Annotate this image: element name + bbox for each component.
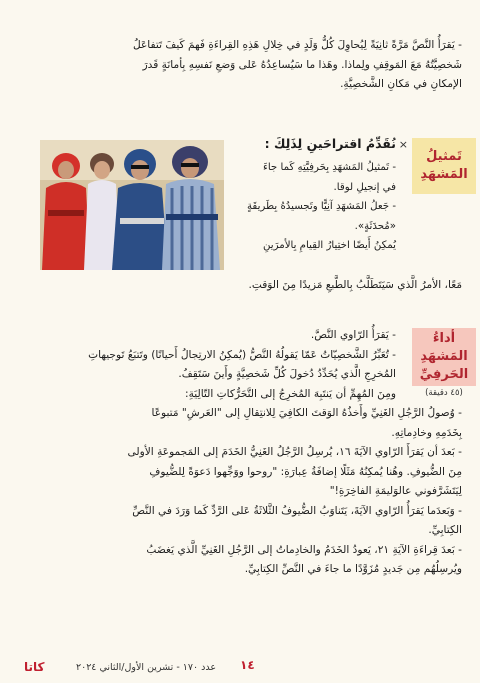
side-label-performance	[412, 328, 476, 386]
acting-list	[216, 158, 396, 256]
intro-line: الإمكانِ في مَكانِ الشَّخصِيَّةِ.	[340, 78, 462, 90]
intro-line: - يَقرَأُ النَّصَّ مَرَّةً ثانِيَةً لِيُحاوِلَ كُلُّ وَلَدٍ في خِلالِ هَذِهِ القِراءَةِ فَهمَ كَيفَ تَتفاعَلُ	[132, 39, 462, 51]
list-item: - جَعلُ المَشهَدِ آنِيًّا وتَجسيدُهُ بِطَريقَةٍ	[246, 201, 396, 212]
body-line: ومِنَ المُهِمِّ أن يَنتَبِهَ المُخرِجُ إلى التَّحَرُّكاتِ التّالِيَةِ:	[185, 387, 396, 400]
page-footer	[0, 655, 480, 683]
section-heading: نُقَدِّمُ اقتراحَينِ لِذَلِكَ :	[264, 136, 396, 151]
body-line: بِخَدَمِهِ وخادِماتِهِ.	[391, 426, 462, 439]
body-line: مِنَ الضُّيوفِ. وهُنا يُمكِنُهُ مَثَلًا إضافَةُ عِبارَةِ: "روحوا ووَجِّهوا دَعوَةً لِلضُّيوفِ	[149, 465, 462, 478]
list-item: في إنجيلِ لوقا.	[333, 181, 396, 193]
brand-logo: كاتا	[24, 660, 45, 674]
children-costume-photo	[40, 140, 224, 270]
body-line: - بَعدَ أن يَقرَأَ الرّاوي الآيَةَ ١٦، يُرسِلُ الرَّجُلُ الغَنِيُّ الخَدَمَ إلى المَجموعَةِ الأولى	[127, 446, 462, 458]
photo-illustration	[40, 140, 224, 270]
performance-body	[16, 326, 396, 404]
intro-paragraph	[22, 36, 462, 95]
side-label-text: تَمثيلُ المَشهَدِ	[420, 149, 468, 182]
body-line: - وُصولُ الرَّجُلِ الغَنِيِّ وأَخذُهُ الوَقتَ الكافِيَ لِلانتِقالِ إلى "العَرشِ" مَتبوعًا	[151, 407, 462, 419]
performance-body-wide	[16, 404, 462, 580]
note-line: مَعًا، الأمرُ الَّذي سَيَتَطَلَّبُ بِالطَّبعِ مَزيدًا مِنَ الوَقتِ.	[248, 279, 462, 291]
side-label-text: أداءُ المَشهَدِ الحَرفِيِّ	[419, 331, 469, 382]
body-line: ويُرسِلُهُم مِن جَديدٍ مُزَوَّدًا ما جاءَ في النَّصِّ الكِتابِيِّ.	[244, 563, 462, 575]
body-line: - وَبَعدَما يَقرَأُ الرّاوي الآيَةَ، يَتَناوَبُ الضُّيوفُ الثَّلاثَةُ عَلى الرَّدِّ كَما وَرَدَ في النَّصِّ	[132, 504, 462, 517]
body-line: - تُعَبِّرُ الشَّخصِيّاتُ عَمّا يَقولُهُ النَّصُّ (يُمكِنُ الارتِجالُ أَحيانًا) وتَتبَعُ تَوجيهاتِ	[88, 348, 396, 361]
issue-label: عدد ١٧٠ - تشرين الأول/الثاني ٢٠٢٤	[76, 662, 216, 673]
side-label-acting	[412, 138, 476, 194]
body-line: لِيَتَشَرَّفوني عالوَليمَةِ الفاخِرَةِ!"	[329, 485, 462, 497]
page-number: ١٤	[240, 658, 255, 672]
acting-note	[22, 276, 462, 296]
list-item: «مُحدَثَةٍ».	[354, 220, 396, 232]
body-line: المُخرِجِ الَّذي يُحَدِّدُ دُخولَ كُلِّ شَخصِيَّةٍ وأَينَ سَتَقِفُ.	[178, 368, 396, 380]
body-line: - يَقرَأُ الرّاوي النَّصَّ.	[310, 329, 396, 341]
body-line: - بَعدَ قِراءَةِ الآيَةِ ٢١، يَعودُ الخَدَمُ والخادِماتُ إلى الرَّجُلِ الغَنِيِّ الَّذي يَغضَبُ	[146, 543, 462, 556]
intro-line: شَخصِيَّتُهُ مَعَ المَوقِفِ ولِماذا. وهَذا ما سَيُساعِدُهُ عَلى وَضعِ نَفسِهِ بِأمانَةٍ قَدرَ	[142, 58, 462, 71]
body-line: الكِتابِيِّ.	[428, 524, 462, 536]
duration-label: (٤٥ دقيقة)	[425, 388, 463, 398]
note-line: يُمكِنُ أَيضًا اختِيارُ القِيامِ بِالأمرَينِ	[263, 240, 396, 251]
list-item: - تَمثيلُ المَشهَدِ بِحَرفِيَّتِهِ كَما جاءَ	[263, 162, 396, 173]
cross-mark-icon: ×	[398, 138, 408, 151]
